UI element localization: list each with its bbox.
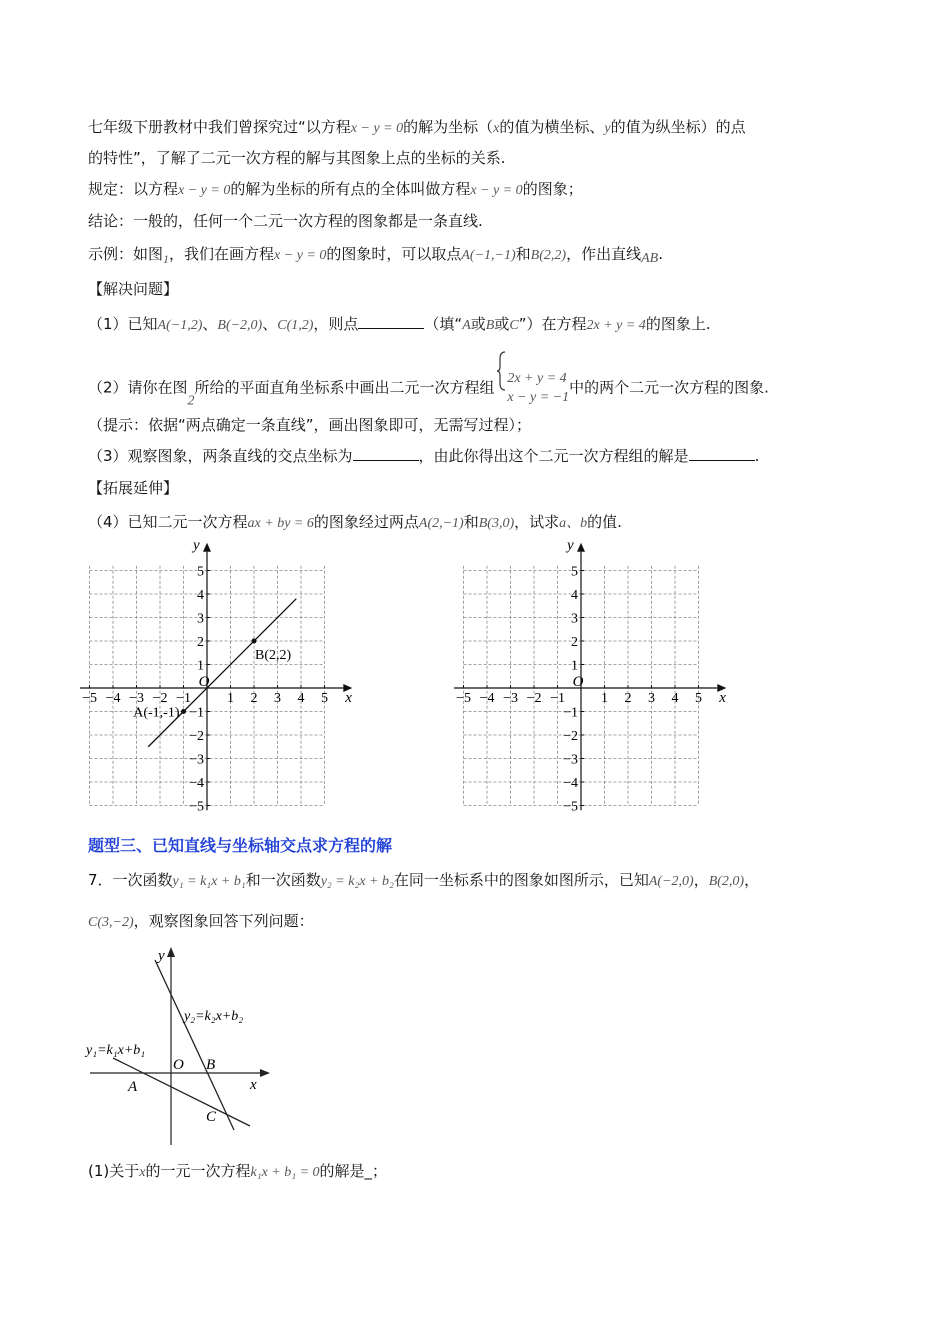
text: 的值为横坐标、 (499, 118, 605, 136)
question-7-cont (88, 910, 314, 934)
math: B(2,0) (708, 874, 745, 889)
y-axis-arrow-icon (203, 543, 211, 552)
math: A(−1,−1) (461, 248, 516, 263)
math: A(2,−1) (418, 516, 464, 531)
text: 的图象； (522, 180, 583, 198)
math: y (604, 121, 611, 136)
text: 、 (202, 315, 218, 333)
math: 2x + y = 4 (586, 318, 646, 333)
y-axis-label: y (158, 948, 165, 964)
math: x (139, 1165, 146, 1180)
y-tick-label: 4 (197, 588, 204, 603)
x-axis-label: x (719, 690, 726, 706)
math: A(−2,0) (648, 874, 694, 889)
text: 、 (262, 315, 278, 333)
answer-blank[interactable] (358, 314, 424, 329)
x-tick-label: 2 (624, 691, 632, 706)
text: 的值为纵坐标）的点 (610, 118, 746, 136)
x-tick-label: 4 (671, 691, 679, 706)
x-tick-label: 1 (227, 691, 234, 706)
point-c-label: C (206, 1109, 217, 1125)
text: 示例：如图 (88, 245, 164, 263)
question-4 (88, 511, 622, 535)
text: 和 (515, 245, 531, 263)
math: C(3,−2) (88, 915, 134, 930)
origin-label: O (173, 1057, 184, 1073)
x-tick-label: −2 (526, 691, 542, 706)
hint-line: （提示：依据“两点确定一条直线”，画出图象即可，无需写过程）； (88, 416, 532, 434)
text: （4）已知二元一次方程 (88, 513, 248, 531)
y-tick-label: 1 (571, 658, 578, 674)
question-7 (88, 869, 759, 893)
line-ab (148, 599, 296, 747)
answer-blank[interactable] (689, 446, 755, 461)
text: （3）观察图象，两条直线的交点坐标为 (88, 447, 353, 465)
math: C (509, 318, 519, 333)
example-line (88, 243, 663, 270)
x-tick-label: −4 (105, 691, 121, 706)
x-axis-label: x (250, 1077, 257, 1093)
text: . (754, 447, 760, 465)
text: 的图象经过两点 (313, 513, 419, 531)
text: 的图象时，可以取点 (326, 245, 462, 263)
y-tick-label: −5 (563, 799, 578, 815)
section-heading: 题型三、已知直线与坐标轴交点求方程的解 (88, 836, 393, 855)
intro-line-2: 的特性”，了解了二元一次方程的解与其图象上点的坐标的关系. (88, 149, 506, 167)
x-tick-label: −1 (550, 691, 565, 706)
question-1 (88, 313, 711, 337)
math: A(−1,2) (157, 318, 203, 333)
x-tick-label: −3 (503, 691, 518, 706)
line-y2 (155, 960, 234, 1130)
conclusion-line: 结论：一般的，任何一个二元一次方程的图象都是一条直线. (88, 212, 483, 230)
text: 在同一坐标系中的图象如图所示，已知 (393, 871, 649, 889)
y-tick-label: −3 (563, 752, 578, 768)
math: ax + by = 6 (247, 516, 314, 531)
math: x − y = −1 (507, 390, 570, 405)
text: 的解为坐标（ (403, 118, 494, 136)
y-tick-label: −1 (563, 705, 578, 721)
text: 的解是_； (319, 1162, 388, 1180)
text: 或 (470, 315, 486, 333)
text: 规定：以方程 (88, 180, 179, 198)
math: B(−2,0) (217, 318, 263, 333)
answer-blank[interactable] (353, 446, 419, 461)
math: 2 (187, 393, 195, 409)
math: x − y = 0 (350, 121, 404, 136)
math: x (493, 121, 500, 136)
text: 的图象上. (645, 315, 711, 333)
text: 中的两个二元一次方程的图象. (569, 378, 769, 397)
math: B (485, 318, 495, 333)
x-tick-label: 5 (695, 691, 702, 706)
text: （1）已知 (88, 315, 158, 333)
y-tick-label: −2 (563, 729, 578, 744)
x-axis-arrow-icon (260, 1069, 270, 1077)
y-tick-label: 5 (197, 564, 204, 580)
math: B(3,0) (478, 516, 515, 531)
y-tick-label: 1 (197, 658, 204, 674)
math: x − y = 0 (178, 183, 231, 198)
x-tick-label: −1 (176, 691, 191, 706)
math: AB (641, 251, 659, 266)
y-tick-label: 2 (197, 635, 204, 650)
text: 的值. (587, 513, 622, 531)
y-tick-label: 2 (571, 635, 578, 650)
text: ， (744, 871, 760, 889)
text: 的解为坐标的所有点的全体叫做方程 (230, 180, 471, 198)
text: 或 (494, 315, 510, 333)
text: （2）请你在图 (88, 378, 188, 397)
x-tick-label: 3 (274, 691, 281, 706)
y-tick-label: 5 (571, 564, 578, 580)
text: （填“ (424, 315, 463, 333)
point-a-label: A(-1,-1) (133, 705, 180, 721)
point-b-label: B(2,2) (255, 648, 292, 663)
x-tick-label: −2 (152, 691, 168, 706)
intro-line-1 (88, 116, 746, 140)
y-axis-arrow-icon (577, 543, 585, 552)
text: ， (693, 871, 709, 889)
point-b (252, 639, 257, 644)
math: k₁x + b₁ = 0 (250, 1165, 320, 1180)
x-tick-label: 2 (250, 691, 258, 706)
text: ，试求 (514, 513, 560, 531)
x-tick-label: 5 (321, 691, 328, 706)
y-tick-label: 4 (571, 588, 578, 603)
question-3 (88, 445, 759, 467)
extend-title: 【拓展延伸】 (88, 479, 179, 497)
text: 的一元一次方程 (145, 1162, 251, 1180)
equation-system (499, 369, 569, 407)
x-tick-label: 3 (648, 691, 655, 706)
math: 1 (163, 252, 170, 266)
y-tick-label: −5 (189, 799, 204, 815)
origin-label: O (572, 674, 584, 690)
point-b-label: B (206, 1057, 216, 1073)
text: ，我们在画方程 (169, 245, 275, 263)
y-tick-label: −3 (189, 752, 204, 768)
math: B(2,2) (530, 248, 567, 263)
origin-label: O (198, 674, 210, 690)
y-axis-label: y (567, 540, 574, 554)
question-7-1 (88, 1160, 387, 1184)
y-tick-label: 3 (571, 611, 578, 627)
x-tick-label: −5 (456, 691, 471, 706)
x-tick-label: 4 (297, 691, 305, 706)
math: x − y = 0 (470, 183, 523, 198)
y-tick-label: −4 (189, 776, 204, 791)
line-y2-label: y₂=k₂x+b₂ (184, 1009, 244, 1024)
y-tick-label: −4 (563, 776, 578, 791)
math: y₁ = k₁x + b₁ (172, 874, 246, 889)
text: 和 (463, 513, 479, 531)
y-axis-arrow-icon (167, 947, 175, 957)
x-axis-label: x (345, 690, 352, 706)
text: ，作出直线 (566, 245, 642, 263)
math: x − y = 0 (274, 248, 327, 263)
y-tick-label: −2 (189, 729, 204, 744)
figure-2-coordinate-grid (454, 540, 744, 820)
x-tick-label: −5 (82, 691, 97, 706)
figure-1-coordinate-grid (80, 540, 370, 820)
math: A (462, 318, 471, 333)
solve-title: 【解决问题】 (88, 280, 179, 298)
math: y₂ = k₂x + b₂ (320, 874, 394, 889)
brace-icon (497, 351, 507, 391)
x-tick-label: 1 (601, 691, 608, 706)
text: ”）在方程 (518, 315, 587, 333)
point-a-label: A (128, 1079, 138, 1095)
text: ，由此你得出这个二元一次方程组的解是 (418, 447, 689, 465)
text: (1)关于 (88, 1162, 140, 1180)
text: 7．一次函数 (88, 871, 173, 889)
y-tick-label: −1 (189, 705, 204, 721)
math: 2x + y = 4 (507, 371, 567, 386)
math: a、b (559, 516, 588, 531)
rule-line (88, 178, 583, 202)
point-a (181, 709, 186, 714)
text: ，则点 (313, 315, 359, 333)
text: . (658, 245, 663, 263)
figure-3-two-lines (80, 940, 280, 1150)
question-2 (88, 369, 769, 413)
text: 所给的平面直角坐标系中画出二元一次方程组 (194, 378, 495, 397)
text: 七年级下册教材中我们曾探究过“以方程 (88, 118, 351, 136)
x-tick-label: −4 (479, 691, 495, 706)
text: 和一次函数 (245, 871, 321, 889)
y-tick-label: 3 (197, 611, 204, 627)
x-tick-label: −3 (129, 691, 144, 706)
text: ，观察图象回答下列问题： (133, 912, 314, 930)
line-y1-label: y₁=k₁x+b₁ (86, 1043, 146, 1058)
y-axis-label: y (193, 540, 200, 554)
math: C(1,2) (277, 318, 314, 333)
